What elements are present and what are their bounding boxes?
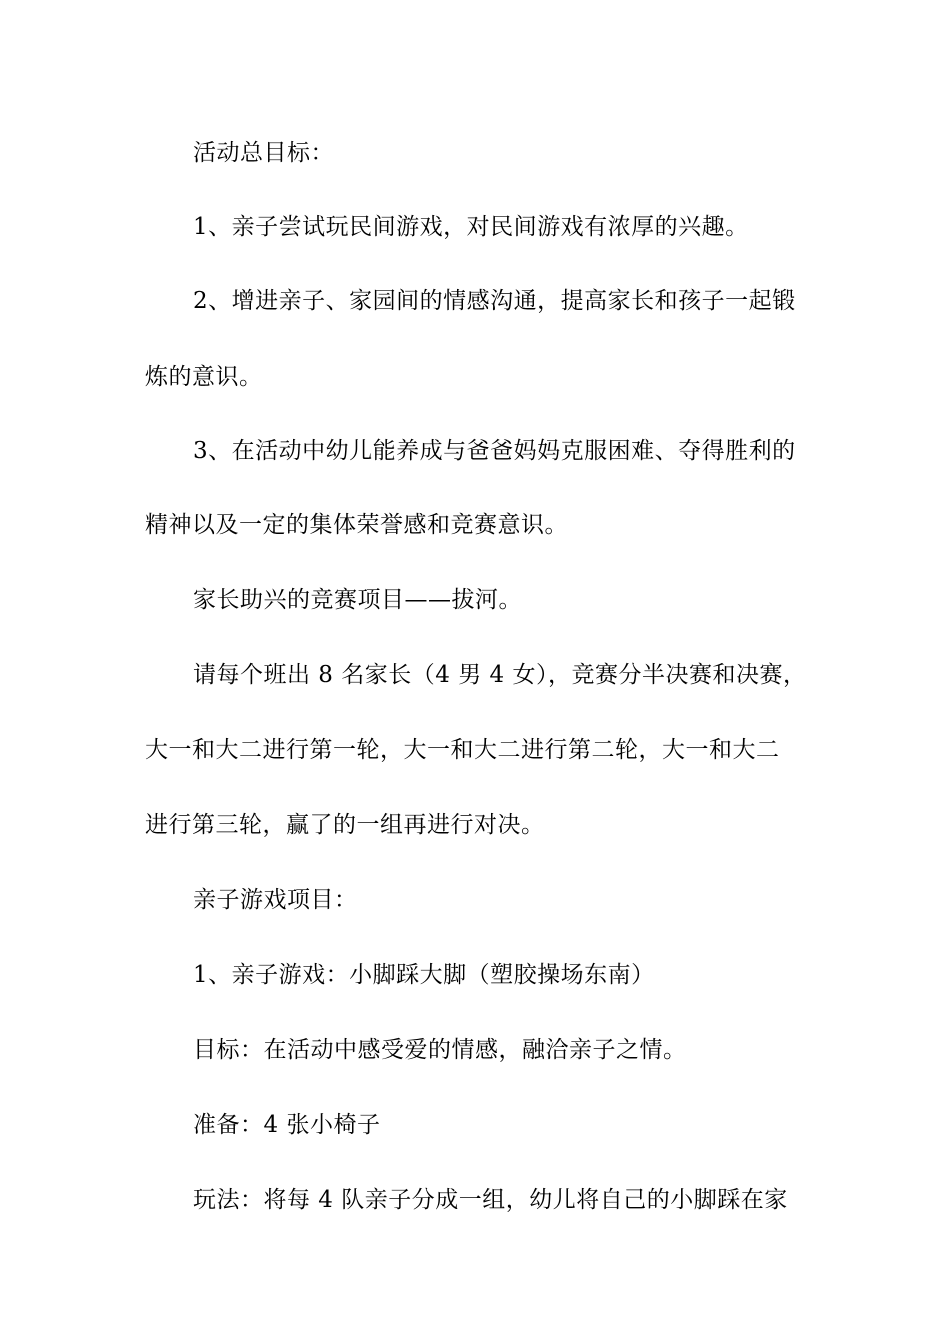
parent-child-games-heading: 亲子游戏项目：: [193, 887, 358, 913]
heading-activity-goals: 活动总目标：: [193, 140, 334, 166]
goal-3-text-line-2: 精神以及一定的集体荣誉感和竞赛意识。: [145, 512, 568, 538]
game-1-preparation: 准备：4 张小椅子: [193, 1112, 381, 1138]
tug-of-war-rules-line-1: 请每个班出 8 名家长（4 男 4 女），竞赛分半决赛和决赛，: [193, 662, 807, 688]
goal-3-text-line-1: 3、在活动中幼儿能养成与爸爸妈妈克服困难、夺得胜利的: [193, 438, 796, 464]
game-1-goal: 目标：在活动中感受爱的情感，融洽亲子之情。: [193, 1037, 687, 1063]
parent-competition-heading: 家长助兴的竞赛项目——拔河。: [193, 587, 522, 613]
goal-2-text-line-2: 炼的意识。: [145, 364, 263, 390]
game-1-title: 1、亲子游戏：小脚踩大脚（塑胶操场东南）: [193, 962, 655, 988]
game-1-how-to-play: 玩法：将每 4 队亲子分成一组，幼儿将自己的小脚踩在家: [193, 1187, 788, 1213]
goal-2-text-line-1: 2、增进亲子、家园间的情感沟通，提高家长和孩子一起锻: [193, 288, 796, 314]
tug-of-war-rules-line-3: 进行第三轮，赢了的一组再进行对决。: [145, 812, 545, 838]
goal-1-text: 1、亲子尝试玩民间游戏，对民间游戏有浓厚的兴趣。: [193, 214, 749, 240]
tug-of-war-rules-line-2: 大一和大二进行第一轮，大一和大二进行第二轮，大一和大二: [145, 737, 780, 763]
